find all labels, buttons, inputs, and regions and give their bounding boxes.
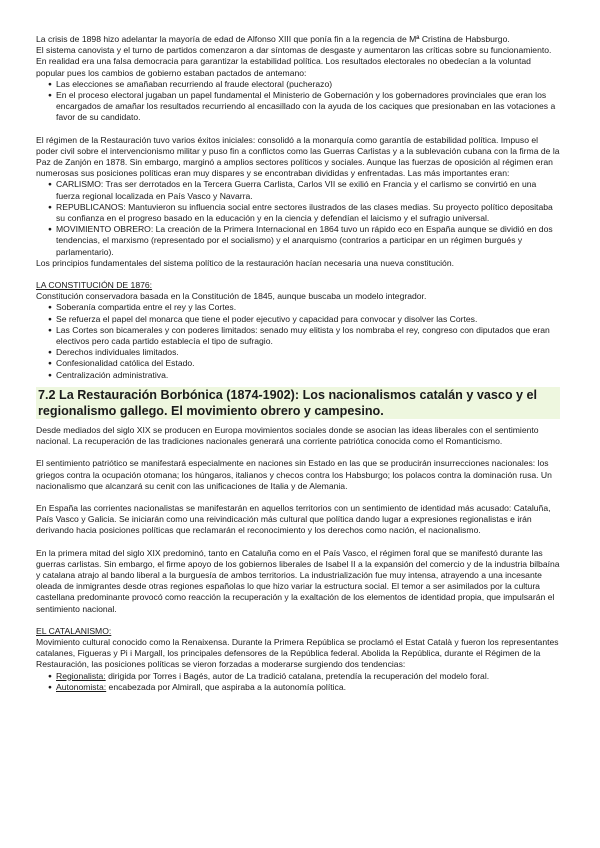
paragraph: Los principios fundamentales del sistema político de la restauración hacían necesaria una nueva constitución. bbox=[36, 257, 455, 268]
list-item: ● MOVIMIENTO OBRERO: La creación de la Primera Internacional en 1864 tuvo un rápido eco en España aunque se dividió en dos tendencias, el marxismo (representado por el socialismo) y el anarquismo (contrarios a participar en un régimen burgués y parlamentario). bbox=[48, 224, 560, 258]
subsection-title: LA CONSTITUCIÓN DE 1876: bbox=[36, 280, 153, 291]
item-text: dirigida por Torres i Bagés, autor de La tradició catalana, pretendía la recuperación del modelo foral. bbox=[105, 670, 490, 681]
list-item: ● Derechos individuales limitados. bbox=[48, 347, 560, 358]
list-item: ● Confesionalidad católica del Estado. bbox=[48, 358, 560, 369]
bullet-list bbox=[36, 79, 560, 124]
list-item: ● Las elecciones se amañaban recurriendo al fraude electoral (pucherazo) bbox=[48, 79, 560, 90]
list-item: ● Soberanía compartida entre el rey y las Cortes. bbox=[48, 302, 560, 313]
paragraph: La crisis de 1898 hizo adelantar la mayoría de edad de Alfonso XIII que ponía fin a la regencia de Mª Cristina de Habsburgo. bbox=[36, 34, 510, 44]
item-label: Regionalista: bbox=[56, 670, 106, 681]
paragraph: El régimen de la Restauración tuvo varios éxitos iniciales: consolidó a la monarquía como garantía de estabilidad política. Impuso el poder civil sobre el intervencionismo militar y puso fin a conflictos como las Guerras Carlistas y a la sublevación cubana con la firma de la Paz de Zanjón en 1878. Sin embargo, marginó a amplios sectores políticos y sociales. Aunque las fuerzas de oposición al régimen eran numerosas sus posiciones políticas eran muy dispares y se encontraban divididas y enfrentadas. Las más importantes eran: bbox=[36, 134, 560, 179]
item-text: encabezada por Almirall, que aspiraba a la autonomía política. bbox=[106, 681, 346, 692]
list-item: ● En el proceso electoral jugaban un papel fundamental el Ministerio de Gobernación y los gobernadores provinciales que eran los encargados de amañar los resultados recurriendo al encasillado con la ayuda de los caciques que presionaban en las votaciones a favor de su candidato. bbox=[48, 90, 560, 124]
list-item bbox=[48, 682, 560, 693]
list-item: ● CARLISMO: Tras ser derrotados en la Tercera Guerra Carlista, Carlos VII se exilió en Francia y el carlismo se convirtió en una fuerza regional localizada en País Vasco y Navarra. bbox=[48, 179, 560, 201]
list-item bbox=[48, 671, 560, 682]
bullet-list bbox=[36, 671, 560, 693]
subsection-title: EL CATALANISMO: bbox=[36, 625, 112, 636]
bullet-list bbox=[36, 302, 560, 380]
paragraph: En la primera mitad del siglo XIX predominó, tanto en Cataluña como en el País Vasco, el régimen foral que se manifestó durante las guerras carlistas. Sin embargo, el firme apoyo de los gobiernos liberales de Isabel II a la expansión del comercio y de la industria bilbaína y catalana atrajo al bando liberal a la burguesía de ambos territorios. La industrialización fue muy intensa, atrayendo a una incesante oleada de inmigrantes desde otras regiones españolas lo que hizo variar la estructura social. El temor a ser asimilados por la cultura castellana predominante provocó como reacción la recuperación y la exaltación de los elementos de identidad propia, que impulsarán el sentimiento nacional. bbox=[36, 547, 560, 614]
item-label: Autonomista: bbox=[56, 681, 107, 692]
list-item: ● REPUBLICANOS: Mantuvieron su influencia social entre sectores ilustrados de las clases medias. Su proyecto político depositaba su confianza en el progreso basado en la educación y en la ciencia y defendían el laicismo y el sufragio universal. bbox=[48, 202, 560, 224]
paragraph: Movimiento cultural conocido como la Renaixensa. Durante la Primera República se proclamó el Estat Català y fueron los representantes catalanes, Figueras y Pi i Margall, los principales defensores de la República federal. Abolida la República, durante el Régimen de la Restauración, las posiciones políticas se vieron forzadas a moderarse surgiendo dos tendencias: bbox=[36, 636, 559, 670]
list-item: ● Las Cortes son bicamerales y con poderes limitados: senado muy elitista y los nombraba el rey, congreso con diputados que eran electivos pero cada partido establecía el tipo de sufragio. bbox=[48, 325, 560, 347]
paragraph: Desde mediados del siglo XIX se producen en Europa movimientos sociales donde se asocian las ideas liberales con el sentimiento nacional. La recuperación de las tradiciones nacionales generará una corriente patriótica conocida como el Romanticismo. bbox=[36, 424, 539, 447]
list-item: ● Centralización administrativa. bbox=[48, 370, 560, 381]
section-heading: 7.2 La Restauración Borbónica (1874-1902): Los nacionalismos catalán y vasco y el regionalismo gallego. El movimiento obrero y campesino. bbox=[36, 387, 560, 419]
paragraph: El sentimiento patriótico se manifestará especialmente en naciones sin Estado en las que se producirán insurrecciones nacionales: los griegos contra la ocupación otomana; los húngaros, italianos y checos contra los Habsburgo; los polacos contra la dominación rusa. Un nacionalismo que alcanzará su cenit con las unificaciones de Italia y de Alemania. bbox=[36, 458, 552, 491]
paragraph: En España las corrientes nacionalistas se manifestarán en aquellos territorios con un sentimiento de identidad más acusado: Cataluña, País Vasco y Galicia. Se iniciarán como una reivindicación más cultural que política dando lugar a expresiones regionalistas e irán derivando hacia posiciones políticas que reclamarán el reconocimiento y los derechos como nación, el nacionalismo. bbox=[36, 502, 551, 536]
bullet-list bbox=[36, 179, 560, 257]
paragraph: Constitución conservadora basada en la Constitución de 1845, aunque buscaba un modelo integrador. bbox=[36, 291, 427, 302]
list-item: ● Se refuerza el papel del monarca que tiene el poder ejecutivo y capacidad para convocar y disolver las Cortes. bbox=[48, 314, 560, 325]
paragraph: El sistema canovista y el turno de partidos comenzaron a dar síntomas de desgaste y aumentaron las críticas sobre su funcionamiento. En realidad era una falsa democracia para garantizar la estabilidad política. Los resultados electorales no obedecían a la voluntad popular pues los cambios de gobierno estaban pactados de antemano: bbox=[36, 45, 552, 78]
